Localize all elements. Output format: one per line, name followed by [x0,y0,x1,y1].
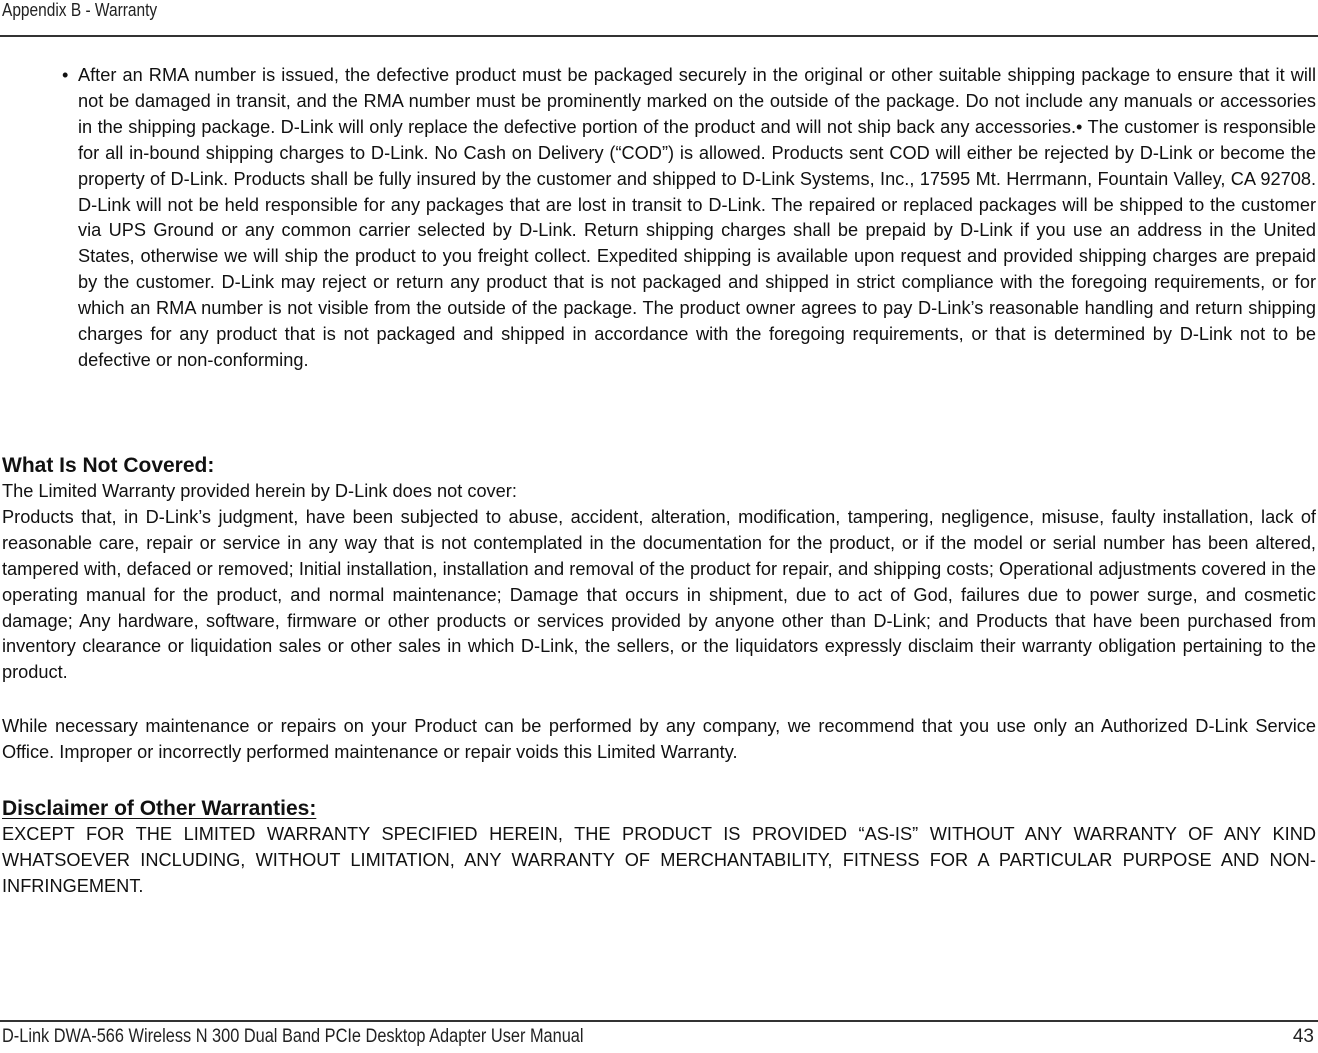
not-covered-heading: What Is Not Covered: [2,454,215,477]
rma-shipping-text: After an RMA number is issued, the defective product must be packaged securely in the original or other suitable shipping package to ensure that it will not be damaged in transit, and the RMA number must be prominently marked on the outside of the package. Do not include any manuals or accessories in the shipping package. D-Link will only replace the defective portion of the product and will not ship back any accessories.• The customer is responsible for all in-bound shipping charges to D-Link. No Cash on Delivery (“COD”) is allowed. Products sent COD will either be rejected by D-Link or become the property of D-Link. Products shall be fully insured by the customer and shipped to D-Link Systems, Inc., 17595 Mt. Herrmann, Fountain Valley, CA 92708. D-Link will not be held responsible for any packages that are lost in transit to D-Link. The repaired or replaced packages will be shipped to the customer via UPS Ground or any common carrier selected by D-Link. Return shipping charges shall be prepaid by D-Link if you use an address in the United States, otherwise we will ship the product to you freight collect. Expedited shipping is available upon request and provided shipping charges are prepaid by the customer. D-Link may reject or return any product that is not packaged and shipped in strict compliance with the foregoing requirements, or for which an RMA number is not visible from the outside of the package. The product owner agrees to pay D-Link’s reasonable handling and return shipping charges for any product that is not packaged and shipped in accordance with the foregoing requirements, or that is determined by D-Link not to be defective or non-conforming. [78,65,1316,370]
page-number: 43 [1292,1026,1314,1047]
bullet-icon: • [62,65,69,85]
not-covered-section [2,453,1316,686]
disclaimer-body: EXCEPT FOR THE LIMITED WARRANTY SPECIFIED HEREIN, THE PRODUCT IS PROVIDED “AS-IS” WITHOUT ANY WARRANTY OF ANY KIND WHATSOEVER INCLUDING, WITHOUT LIMITATION, ANY WARRANTY OF MERCHANTABILITY, FITNESS FOR A PARTICULAR PURPOSE AND NON-INFRINGEMENT. [2,824,1316,896]
rma-shipping-bullet [62,63,1316,374]
disclaimer-heading: Disclaimer of Other Warranties: [2,797,317,820]
maintenance-section [2,714,1316,766]
footer-divider [0,1020,1318,1022]
footer-manual-title: D-Link DWA-566 Wireless N 300 Dual Band PCIe Desktop Adapter User Manual [2,1026,584,1047]
disclaimer-section [2,796,1316,900]
maintenance-body: While necessary maintenance or repairs on your Product can be performed by any company, we recommend that you use only an Authorized D-Link Service Office. Improper or incorrectly performed maintenance or repair voids this Limited Warranty. [2,716,1316,762]
not-covered-intro: The Limited Warranty provided herein by D-Link does not cover: [2,481,517,501]
page-header-title: Appendix B - Warranty [2,0,158,20]
header-divider [0,35,1318,37]
not-covered-body: Products that, in D-Link’s judgment, have been subjected to abuse, accident, alteration, modification, tampering, negligence, misuse, faulty installation, lack of reasonable care, repair or service in any way that is not contemplated in the documentation for the product, or if the model or serial number has been altered, tampered with, defaced or removed; Initial installation, installation and removal of the product for repair, and shipping costs; Operational adjustments covered in the operating manual for the product, and normal maintenance; Damage that occurs in shipment, due to act of God, failures due to power surge, and cosmetic damage; Any hardware, software, firmware or other products or services provided by anyone other than D-Link; and Products that have been purchased from inventory clearance or liquidation sales or other sales in which D-Link, the sellers, or the liquidators expressly disclaim their warranty obligation pertaining to the product. [2,506,1316,683]
